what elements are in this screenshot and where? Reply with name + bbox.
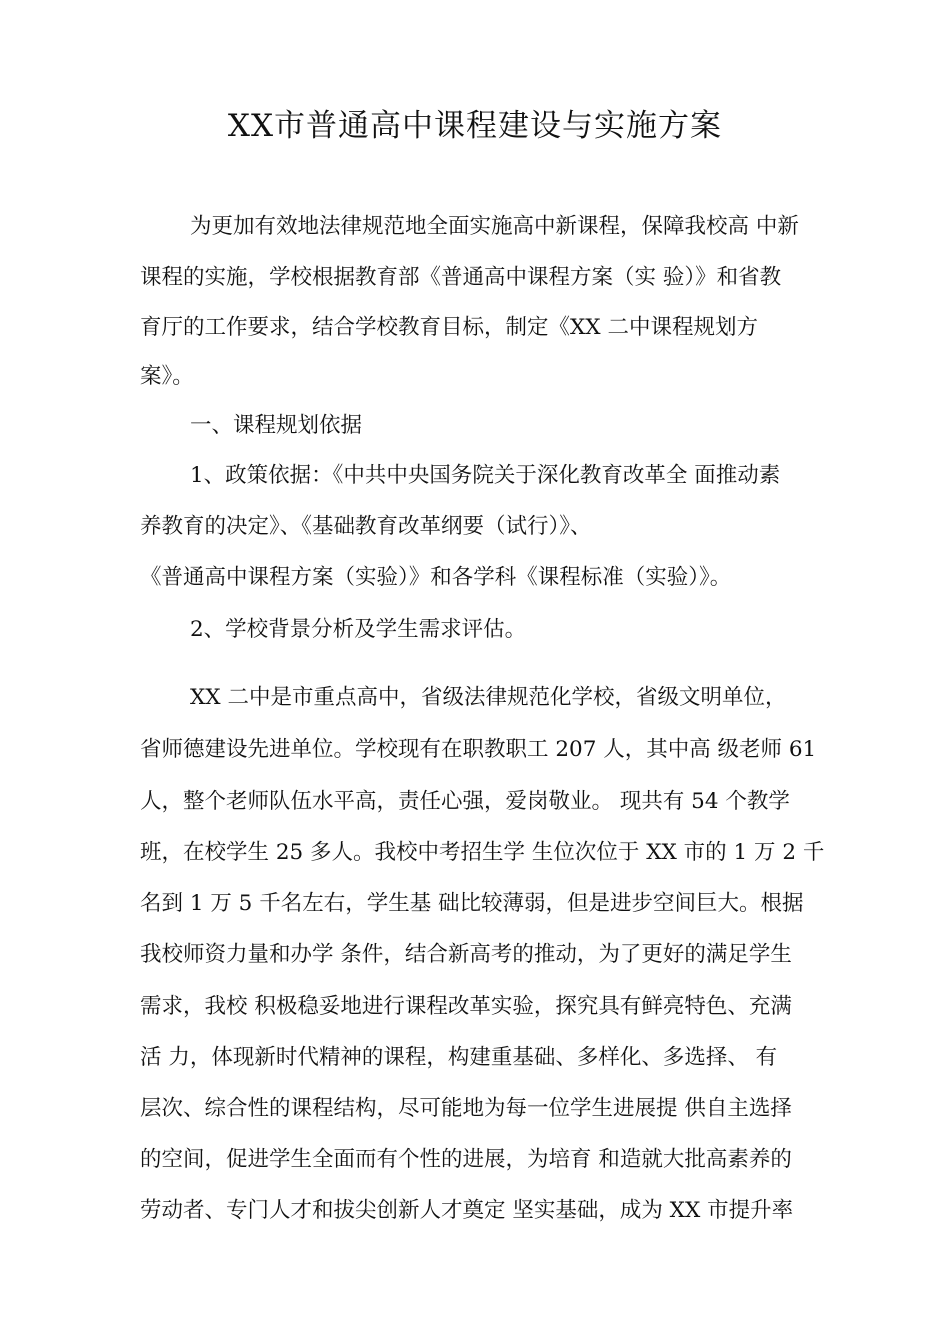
intro-line-4: 案》。 (140, 364, 194, 389)
item1-line-3: 《普通高中课程方案（实验）》和各学科《课程标准（实验）》。 (140, 565, 732, 590)
intro-line-1: 为更加有效地法律规范地全面实施高中新课程，保障我校高 中新 (190, 214, 799, 239)
section-heading-1: 一、课程规划依据 (190, 413, 363, 438)
background-line-4: 班，在校学生 25 多人。我校中考招生学 生位次位于 XX 市的 1 万 2 千 (140, 840, 825, 865)
background-line-5: 名到 1 万 5 千名左右，学生基 础比较薄弱，但是进步空间巨大。根据 (140, 891, 804, 916)
intro-line-3: 育厅的工作要求，结合学校教育目标，制定《XX 二中课程规划方 (140, 315, 758, 340)
document-title: XX市普通高中课程建设与实施方案 (227, 108, 723, 144)
background-line-11: 劳动者、专门人才和拔尖创新人才奠定 坚实基础，成为 XX 市提升率 (140, 1198, 794, 1223)
background-line-1: XX 二中是市重点高中，省级法律规范化学校，省级文明单位， (190, 685, 787, 710)
background-line-7: 需求，我校 积极稳妥地进行课程改革实验，探究具有鲜亮特色、充满 (140, 994, 792, 1019)
item1-line-1: 1、政策依据：《中共中央国务院关于深化教育改革全 面推动素 (190, 463, 781, 488)
background-line-6: 我校师资力量和办学 条件，结合新高考的推动，为了更好的满足学生 (140, 942, 792, 967)
background-line-8: 活 力，体现新时代精神的课程，构建重基础、多样化、多选择、 有 (140, 1045, 778, 1070)
item1-line-2: 养教育的决定》、《基础教育改革纲要（试行）》、 (140, 514, 592, 539)
background-line-3: 人，整个老师队伍水平高，责任心强，爱岗敬业。 现共有 54 个教学 (140, 789, 790, 814)
background-line-9: 层次、综合性的课程结构，尽可能地为每一位学生进展提 供自主选择 (140, 1096, 792, 1121)
background-line-2: 省师德建设先进单位。学校现有在职教职工 207 人，其中高 级老师 61 (140, 737, 817, 762)
item2-line: 2、学校背景分析及学生需求评估。 (190, 617, 527, 642)
intro-line-2: 课程的实施，学校根据教育部《普通高中课程方案（实 验）》和省教 (140, 265, 782, 290)
background-line-10: 的空间，促进学生全面而有个性的进展，为培育 和造就大批高素养的 (140, 1147, 792, 1172)
